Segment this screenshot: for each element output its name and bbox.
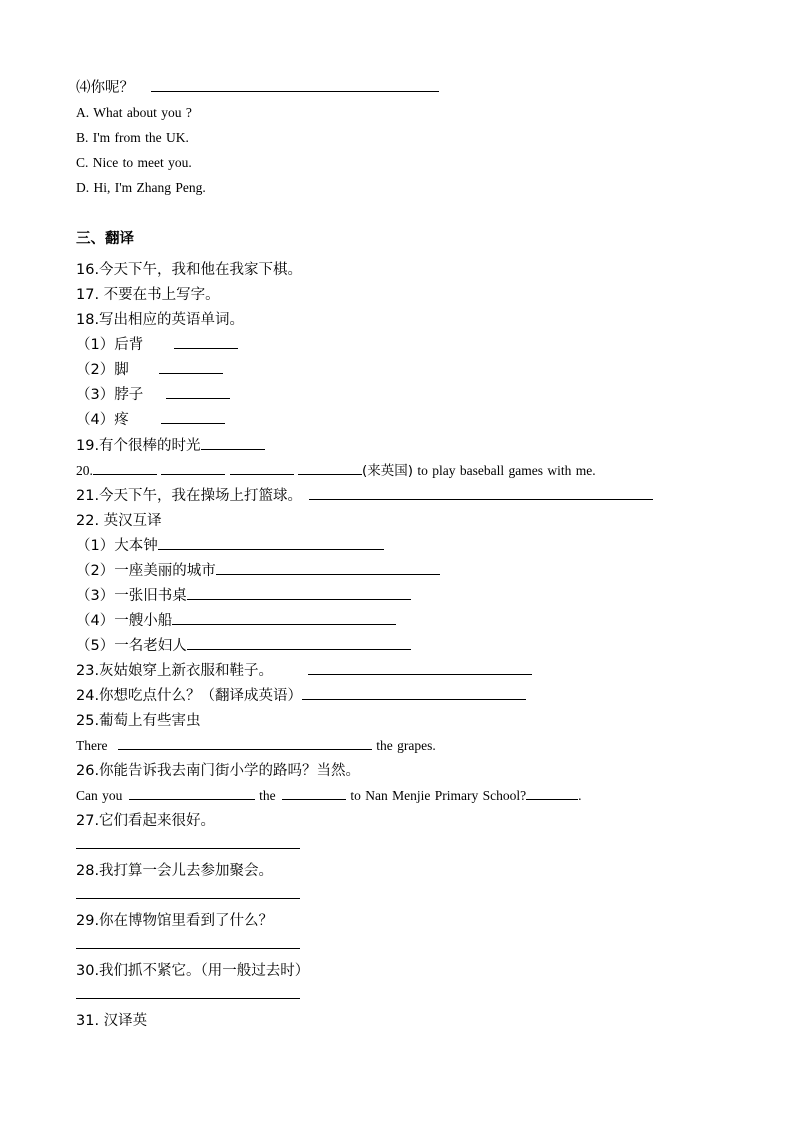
q27-text: 27.它们看起来很好。	[76, 813, 216, 829]
q20-line	[76, 459, 596, 483]
q20-blank-3[interactable]	[230, 460, 294, 475]
q18-sub-1	[76, 333, 238, 357]
q24-text: 24.你想吃点什么？（翻译成英语）	[76, 688, 303, 704]
q18-sub-3-blank[interactable]	[166, 384, 230, 399]
q4-option-a: A. What about you ?	[76, 105, 192, 120]
q23-blank[interactable]	[308, 660, 532, 675]
q26-answer-line	[76, 784, 581, 808]
q4-answer-blank[interactable]	[151, 77, 439, 92]
q22-sub-2	[76, 559, 440, 583]
q26-blank-3[interactable]	[526, 785, 578, 800]
q20-blank-4[interactable]	[298, 460, 362, 475]
q22-sub-5-label: （5）一名老妇人	[76, 638, 187, 654]
q4-prompt: ⑷你呢？	[76, 80, 134, 96]
q19-blank[interactable]	[201, 435, 265, 450]
q20-blank-2[interactable]	[161, 460, 225, 475]
q25-blank[interactable]	[118, 735, 372, 750]
q26-blank-2[interactable]	[282, 785, 346, 800]
q25-start: There	[76, 738, 108, 753]
q28-blank[interactable]	[76, 884, 300, 899]
q17-text: 17. 不要在书上写字。	[76, 287, 220, 303]
q22-text: 22. 英汉互译	[76, 513, 162, 529]
q16-text: 16.今天下午，我和他在我家下棋。	[76, 262, 303, 278]
q24-line	[76, 684, 526, 708]
q18-sub-4	[76, 408, 225, 432]
q18-sub-1-label: （1）后背	[76, 337, 144, 353]
q29-text: 29.你在博物馆里看到了什么？	[76, 913, 274, 929]
q26-start: Can you	[76, 788, 123, 803]
q22-sub-4-label: （4）一艘小船	[76, 613, 173, 629]
q26-end: to Nan Menjie Primary School?	[350, 788, 527, 803]
q20-tail: to play baseball games with me.	[413, 463, 596, 478]
q18-sub-3-label: （3）脖子	[76, 387, 144, 403]
q22-sub-1	[76, 534, 384, 558]
q22-sub-2-blank[interactable]	[216, 560, 440, 575]
q22-sub-2-label: （2）一座美丽的城市	[76, 563, 216, 579]
q28-text: 28.我打算一会儿去参加聚会。	[76, 863, 274, 879]
q22-sub-4	[76, 609, 396, 633]
q20-paren: (来英国)	[362, 463, 414, 479]
q20-blank-1[interactable]	[93, 460, 157, 475]
q30-blank[interactable]	[76, 984, 300, 999]
q19-line	[76, 434, 265, 458]
q4-option-c: C. Nice to meet you.	[76, 155, 192, 170]
q4-option-b: B. I'm from the UK.	[76, 130, 189, 145]
q22-sub-1-blank[interactable]	[158, 535, 384, 550]
q22-sub-5-blank[interactable]	[187, 635, 411, 650]
q22-sub-5	[76, 634, 411, 658]
q18-sub-2	[76, 358, 223, 382]
section-heading: 三、翻译	[76, 231, 134, 247]
q31-text: 31. 汉译英	[76, 1013, 148, 1029]
q25-end: the grapes.	[376, 738, 436, 753]
q4-option-d: D. Hi, I'm Zhang Peng.	[76, 180, 206, 195]
q18-text: 18.写出相应的英语单词。	[76, 312, 245, 328]
q30-text: 30.我们抓不紧它。（用一般过去时）	[76, 963, 310, 979]
q18-sub-2-blank[interactable]	[159, 359, 223, 374]
q18-sub-1-blank[interactable]	[174, 334, 238, 349]
q22-sub-3-blank[interactable]	[187, 585, 411, 600]
q21-text: 21.今天下午，我在操场上打篮球。	[76, 488, 303, 504]
q25-answer-line	[76, 734, 436, 758]
q26-mid: the	[259, 788, 276, 803]
q18-sub-3	[76, 383, 230, 407]
q18-sub-4-label: （4）疼	[76, 412, 129, 428]
q22-sub-3-label: （3）一张旧书桌	[76, 588, 187, 604]
q30-answer-line	[76, 984, 300, 1008]
q27-blank[interactable]	[76, 834, 300, 849]
q27-answer-line	[76, 834, 300, 858]
q22-sub-4-blank[interactable]	[172, 610, 396, 625]
q20-num: 20.	[76, 463, 93, 478]
q23-text: 23.灰姑娘穿上新衣服和鞋子。	[76, 663, 274, 679]
q26-text: 26.你能告诉我去南门街小学的路吗？当然。	[76, 763, 361, 779]
q22-sub-3	[76, 584, 411, 608]
q19-text: 19.有个很棒的时光	[76, 438, 201, 454]
q25-text: 25.葡萄上有些害虫	[76, 713, 201, 729]
q22-sub-1-label: （1）大本钟	[76, 538, 158, 554]
q4-line	[76, 76, 439, 100]
q28-answer-line	[76, 884, 300, 908]
q26-dot: .	[578, 788, 582, 803]
q18-sub-4-blank[interactable]	[161, 409, 225, 424]
q23-line	[76, 659, 532, 683]
q18-sub-2-label: （2）脚	[76, 362, 129, 378]
q24-blank[interactable]	[302, 685, 526, 700]
q21-line	[76, 484, 653, 508]
q29-answer-line	[76, 934, 300, 958]
q26-blank-1[interactable]	[129, 785, 255, 800]
q21-blank[interactable]	[309, 485, 653, 500]
q29-blank[interactable]	[76, 934, 300, 949]
